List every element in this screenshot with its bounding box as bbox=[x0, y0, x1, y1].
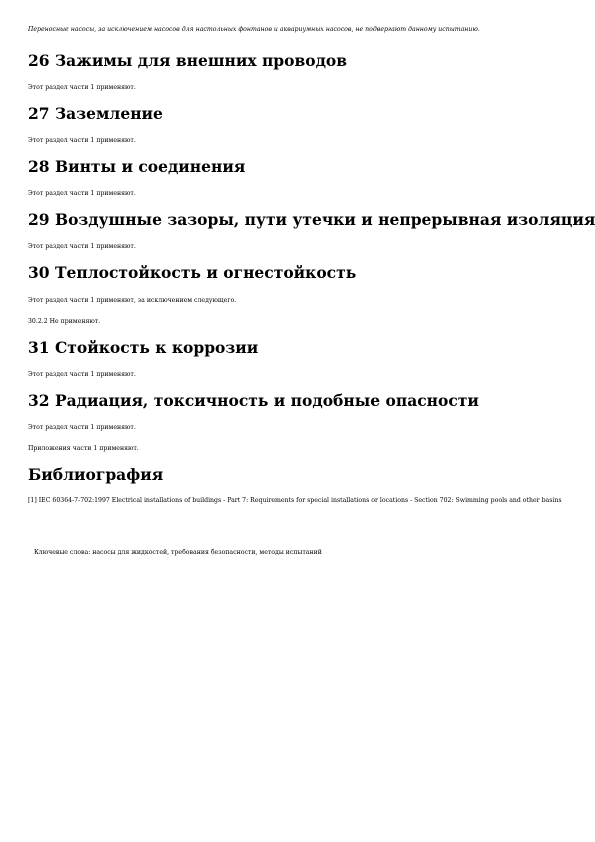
section-29-paragraph: Этот раздел части 1 применяют. bbox=[28, 243, 136, 250]
section-heading-30: 30 Теплостойкость и огнестойкость bbox=[28, 263, 357, 282]
section-30-subclause: 30.2.2 Не применяют. bbox=[28, 318, 101, 325]
section-32-annexes: Приложения части 1 применяют. bbox=[28, 445, 139, 452]
section-heading-29: 29 Воздушные зазоры, пути утечки и непрерывная изоляция bbox=[28, 210, 595, 229]
section-heading-28: 28 Винты и соединения bbox=[28, 157, 246, 176]
section-31-paragraph: Этот раздел части 1 применяют. bbox=[28, 371, 136, 378]
section-heading-32: 32 Радиация, токсичность и подобные опасности bbox=[28, 391, 479, 410]
section-30-paragraph: Этот раздел части 1 применяют, за исключением следующего. bbox=[28, 297, 237, 304]
bibliography-item: [1] IEC 60364-7-702:1997 Electrical installations of buildings - Part 7: Requirements for special installations or locations - Section 702: Swimming pools and other basins bbox=[28, 497, 562, 504]
section-heading-26: 26 Зажимы для внешних проводов bbox=[28, 51, 348, 70]
section-28-paragraph: Этот раздел части 1 применяют. bbox=[28, 190, 136, 197]
section-heading-27: 27 Заземление bbox=[28, 104, 163, 123]
intro-note: Переносные насосы, за исключением насосов для настольных фонтанов и аквариумных насосов, не подвергают данному испытанию. bbox=[28, 26, 480, 34]
section-32-paragraph: Этот раздел части 1 применяют. bbox=[28, 424, 136, 431]
keywords-line: Ключевые слова: насосы для жидкостей, требования безопасности, методы испытаний bbox=[34, 549, 322, 556]
section-26-paragraph: Этот раздел части 1 применяют. bbox=[28, 84, 136, 91]
section-27-paragraph: Этот раздел части 1 применяют. bbox=[28, 137, 136, 144]
bibliography-heading: Библиография bbox=[28, 465, 164, 484]
section-heading-31: 31 Стойкость к коррозии bbox=[28, 338, 259, 357]
